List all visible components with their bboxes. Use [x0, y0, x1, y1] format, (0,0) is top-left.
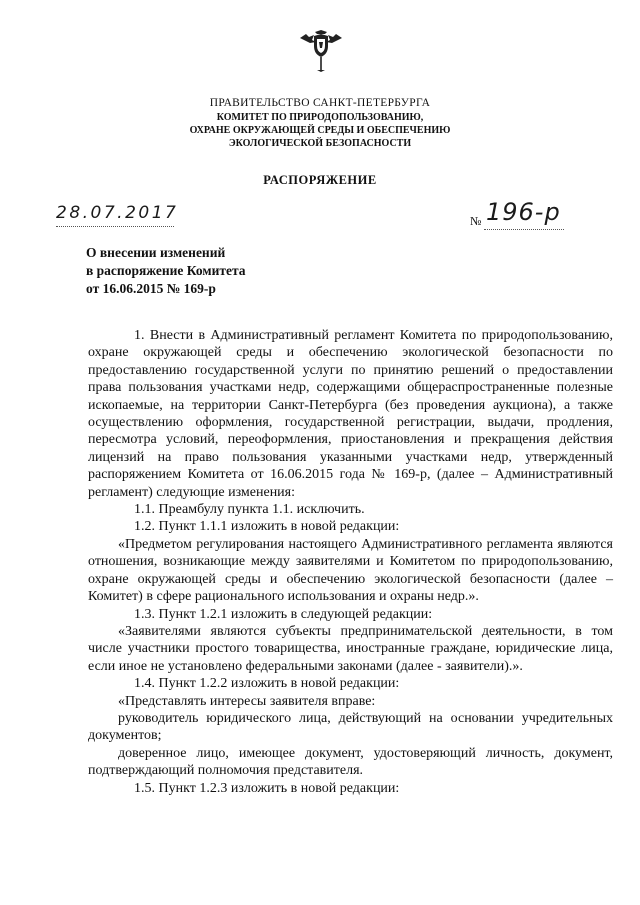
committee-name-line: КОМИТЕТ ПО ПРИРОДОПОЛЬЗОВАНИЮ,: [216, 112, 424, 123]
government-name: ПРАВИТЕЛЬСТВО САНКТ-ПЕТЕРБУРГА: [209, 97, 431, 109]
body-paragraph: «Заявителями являются субъекты предпринимательской деятельности, в том числе участники простого товарищества, иностранные граждане, юридические лица, если иное не установлено федеральными законами (далее - заявители).».: [88, 623, 613, 674]
subject-line: О внесении изменений: [86, 245, 226, 260]
number-label: №: [470, 214, 482, 228]
body-paragraph: «Представлять интересы заявителя вправе:: [118, 693, 376, 709]
body-paragraph: «Предметом регулирования настоящего Административного регламента являются отношения, возникающие между заявителями и Комитетом по природопользованию, охране окружающей среды и обеспечению экологической безопасности (далее – Комитет) в сфере рационального использования и охраны недр.».: [88, 536, 613, 605]
body-paragraph: доверенное лицо, имеющее документ, удостоверяющий личность, документ, подтверждающий полномочия представителя.: [88, 745, 613, 779]
number-underline: [484, 229, 564, 230]
body-paragraph: 1.4. Пункт 1.2.2 изложить в новой редакции:: [134, 676, 400, 692]
body-paragraph: 1.2. Пункт 1.1.1 изложить в новой редакции:: [134, 519, 400, 535]
document-body: [88, 327, 613, 797]
committee-name-line: ЭКОЛОГИЧЕСКОЙ БЕЗОПАСНОСТИ: [228, 138, 412, 149]
body-paragraph: 1.5. Пункт 1.2.3 изложить в новой редакции:: [134, 780, 400, 796]
body-paragraph: 1. Внести в Административный регламент Комитета по природопользованию, охране окружающей среды и обеспечению экологической безопасности по предоставлению государственной услуги по принятию решений о предоставлении права пользования участками недр, содержащими общераспространенные полезные ископаемые, на территории Санкт-Петербурга (без проведения аукциона), а также осуществлению оформления, государственной регистрации, выдачи, продления, пересмотра условий, переоформления, приостановления и прекращения действия лицензий на право пользования указанными участками недр, утвержденный распоряжением Комитета от 16.06.2015 года № 169-р, (далее – Административный регламент) следующие изменения:: [88, 328, 613, 500]
handwritten-date: 28.07.2017: [56, 203, 179, 223]
committee-name-line: ОХРАНЕ ОКРУЖАЮЩЕЙ СРЕДЫ И ОБЕСПЕЧЕНИЮ: [189, 125, 451, 136]
document-subject: [86, 244, 346, 298]
committee-name: [0, 111, 640, 150]
body-paragraph: 1.1. Преамбулу пункта 1.1. исключить.: [134, 502, 365, 518]
body-paragraph: 1.3. Пункт 1.2.1 изложить в следующей редакции:: [134, 606, 433, 622]
subject-line: от 16.06.2015 № 169-р: [86, 281, 216, 296]
date-underline: [56, 226, 174, 227]
coat-of-arms-emblem: [296, 30, 346, 72]
body-paragraph: руководитель юридического лица, действующий на основании учредительных документов;: [88, 710, 613, 744]
document-type-title: РАСПОРЯЖЕНИЕ: [263, 173, 377, 187]
subject-line: в распоряжение Комитета: [86, 263, 246, 278]
handwritten-number: 196-р: [486, 198, 561, 226]
